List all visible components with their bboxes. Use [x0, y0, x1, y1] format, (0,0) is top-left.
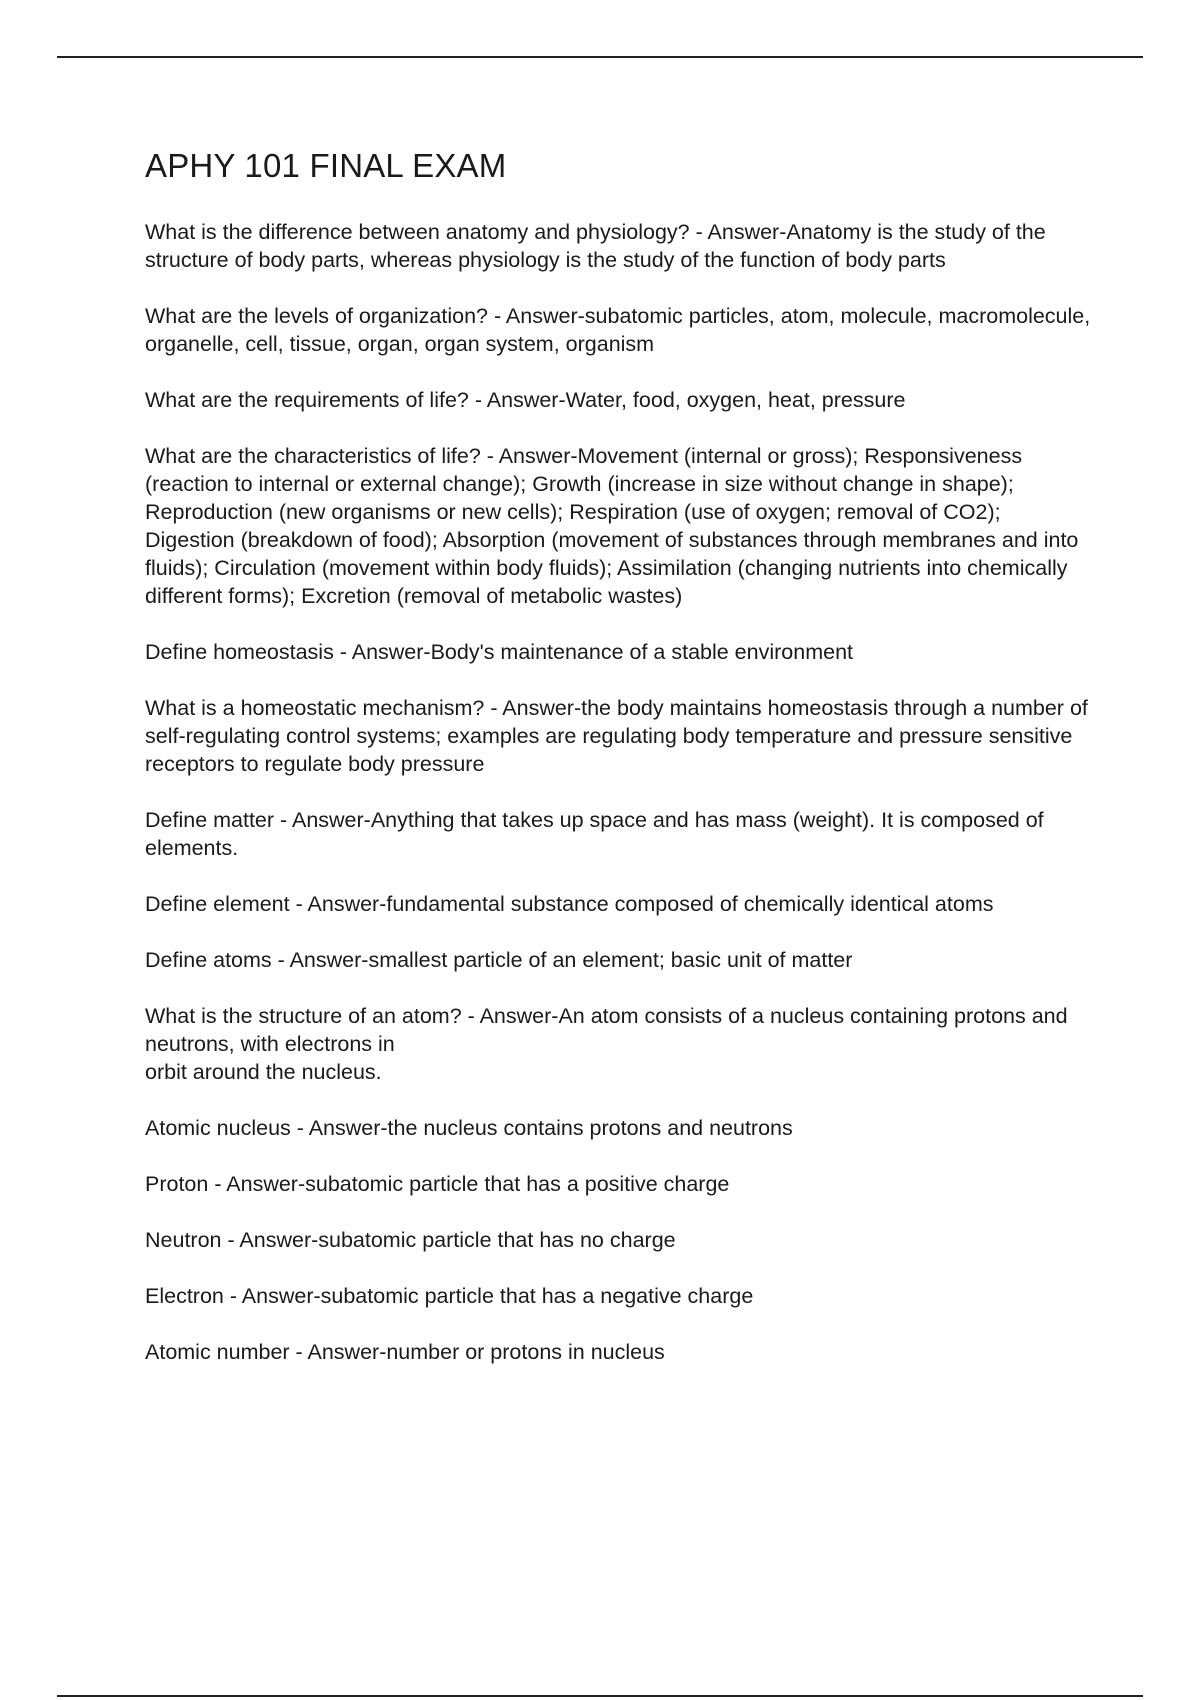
- qa-item: Define atoms - Answer-smallest particle of an element; basic unit of matter: [145, 948, 853, 972]
- qa-item: What are the characteristics of life? - Answer-Movement (internal or gross); Responsiveness (reaction to internal or external change); Growth (increase in size without change in shape); Reproduction (new organisms or new cells); Respiration (use of oxygen; removal of CO2); Digestion (breakdown of food); Absorption (movement of substances through membranes and into fluids); Circulation (movement within body fluids); Assimilation (changing nutrients into chemically different forms); Excretion (removal of metabolic wastes): [145, 444, 1079, 608]
- qa-item: What are the requirements of life? - Answer-Water, food, oxygen, heat, pressure: [145, 388, 906, 412]
- qa-item: Electron - Answer-subatomic particle that has a negative charge: [145, 1284, 754, 1308]
- qa-item: What is the difference between anatomy and physiology? - Answer-Anatomy is the study of the structure of body parts, whereas physiology is the study of the function of body parts: [145, 220, 1046, 272]
- document-body: [145, 140, 1095, 1394]
- bottom-divider: [57, 1695, 1143, 1697]
- qa-item: Proton - Answer-subatomic particle that has a positive charge: [145, 1172, 730, 1196]
- qa-item: Neutron - Answer-subatomic particle that has no charge: [145, 1228, 676, 1252]
- qa-item: Define matter - Answer-Anything that takes up space and has mass (weight). It is composed of elements.: [145, 808, 1044, 860]
- qa-item: Define element - Answer-fundamental substance composed of chemically identical atoms: [145, 892, 994, 916]
- qa-item: What is the structure of an atom? - Answer-An atom consists of a nucleus containing protons and neutrons, with electrons in orbit around the nucleus.: [145, 1004, 1068, 1084]
- top-divider: [57, 56, 1143, 58]
- qa-item: What is a homeostatic mechanism? - Answer-the body maintains homeostasis through a number of self-regulating control systems; examples are regulating body temperature and pressure sensitive receptors to regulate body pressure: [145, 696, 1088, 776]
- page-title: APHY 101 FINAL EXAM: [145, 147, 507, 184]
- qa-item: What are the levels of organization? - Answer-subatomic particles, atom, molecule, macromolecule, organelle, cell, tissue, organ, organ system, organism: [145, 304, 1091, 356]
- qa-item: Define homeostasis - Answer-Body's maintenance of a stable environment: [145, 640, 853, 664]
- qa-item: Atomic number - Answer-number or protons in nucleus: [145, 1340, 665, 1364]
- qa-item: Atomic nucleus - Answer-the nucleus contains protons and neutrons: [145, 1116, 793, 1140]
